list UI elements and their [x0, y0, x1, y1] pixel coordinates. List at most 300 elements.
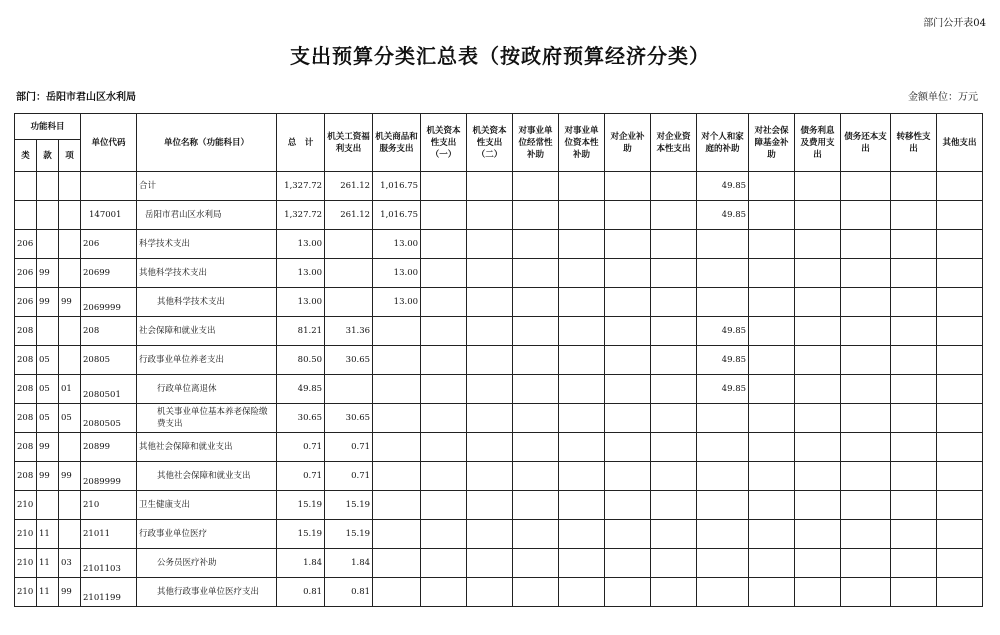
amount-cell: [559, 520, 605, 549]
amount-cell: [559, 491, 605, 520]
amount-cell: [513, 462, 559, 491]
col-header: 对事业单位经常性补助: [513, 114, 559, 172]
amount-cell: [937, 433, 983, 462]
amount-cell: [937, 288, 983, 317]
total-cell: 0.71: [277, 462, 325, 491]
amount-cell: [891, 549, 937, 578]
amount-cell: [467, 375, 513, 404]
amount-cell: [421, 404, 467, 433]
budget-table: [14, 113, 983, 607]
unit-name-cell: 行政事业单位养老支出: [137, 346, 277, 375]
amount-cell: [421, 172, 467, 201]
amount-cell: 49.85: [697, 375, 749, 404]
xiang-cell: [59, 346, 81, 375]
amount-cell: [467, 288, 513, 317]
amount-cell: [841, 172, 891, 201]
amount-cell: [559, 433, 605, 462]
amount-cell: [651, 201, 697, 230]
unit-code-cell: 20699: [81, 259, 137, 288]
amount-cell: [651, 578, 697, 607]
table-row: [15, 230, 983, 259]
kuan-cell: [37, 230, 59, 259]
amount-cell: 13.00: [373, 230, 421, 259]
xiang-cell: [59, 433, 81, 462]
amount-cell: [605, 549, 651, 578]
amount-cell: [749, 375, 795, 404]
amount-cell: [559, 404, 605, 433]
amount-cell: [513, 520, 559, 549]
amount-cell: [651, 288, 697, 317]
kuan-cell: [37, 201, 59, 230]
amount-cell: [697, 462, 749, 491]
amount-cell: [841, 317, 891, 346]
amount-cell: [891, 172, 937, 201]
amount-cell: [795, 462, 841, 491]
amount-cell: [795, 578, 841, 607]
unit-code-cell: 2080505: [81, 404, 137, 433]
lei-cell: [15, 172, 37, 201]
amount-cell: [421, 520, 467, 549]
table-row: [15, 259, 983, 288]
amount-cell: [467, 462, 513, 491]
amount-cell: [513, 288, 559, 317]
amount-cell: [421, 288, 467, 317]
amount-cell: [513, 491, 559, 520]
unit-code-cell: 21011: [81, 520, 137, 549]
unit-name-header: 单位名称（功能科目）: [137, 114, 277, 172]
amount-cell: [651, 433, 697, 462]
unit-code-cell: 20805: [81, 346, 137, 375]
lei-cell: 210: [15, 520, 37, 549]
amount-cell: [841, 201, 891, 230]
amount-cell: [513, 549, 559, 578]
amount-cell: [467, 259, 513, 288]
lei-cell: 208: [15, 346, 37, 375]
func-subject-header: 功能科目: [15, 114, 81, 140]
amount-cell: [421, 433, 467, 462]
amount-cell: [559, 288, 605, 317]
unit-code-cell: 208: [81, 317, 137, 346]
table-row: [15, 433, 983, 462]
unit-code-cell: [81, 172, 137, 201]
amount-cell: [373, 375, 421, 404]
amount-cell: [373, 549, 421, 578]
amount-cell: [467, 578, 513, 607]
unit-name-cell: 卫生健康支出: [137, 491, 277, 520]
lei-cell: [15, 201, 37, 230]
amount-cell: [373, 462, 421, 491]
col-header: 其他支出: [937, 114, 983, 172]
xiang-cell: 05: [59, 404, 81, 433]
total-cell: 0.81: [277, 578, 325, 607]
amount-cell: [605, 491, 651, 520]
kuan-cell: 05: [37, 404, 59, 433]
table-row: [15, 491, 983, 520]
amount-cell: [651, 491, 697, 520]
kuan-cell: 05: [37, 375, 59, 404]
kuan-cell: [37, 317, 59, 346]
amount-cell: [841, 259, 891, 288]
amount-cell: 0.81: [325, 578, 373, 607]
amount-cell: [841, 375, 891, 404]
kuan-header: 款: [37, 140, 59, 172]
unit-name-cell: 公务员医疗补助: [137, 549, 277, 578]
amount-cell: [513, 346, 559, 375]
total-cell: 0.71: [277, 433, 325, 462]
amount-cell: [559, 317, 605, 346]
table-row: [15, 172, 983, 201]
amount-cell: [605, 462, 651, 491]
amount-cell: [559, 201, 605, 230]
amount-cell: [559, 259, 605, 288]
amount-cell: [697, 259, 749, 288]
unit-code-cell: 2069999: [81, 288, 137, 317]
amount-cell: [697, 433, 749, 462]
xiang-cell: [59, 259, 81, 288]
amount-cell: [651, 520, 697, 549]
amount-cell: [467, 346, 513, 375]
table-row: [15, 578, 983, 607]
amount-cell: [891, 520, 937, 549]
total-header: 总 计: [277, 114, 325, 172]
lei-cell: 208: [15, 433, 37, 462]
amount-cell: [605, 172, 651, 201]
amount-cell: [605, 259, 651, 288]
amount-cell: [513, 172, 559, 201]
table-number-label: 部门公开表04: [923, 18, 986, 29]
amount-cell: [795, 259, 841, 288]
page-title: 支出预算分类汇总表（按政府预算经济分类）: [290, 44, 710, 68]
amount-cell: [421, 201, 467, 230]
total-cell: 1,327.72: [277, 172, 325, 201]
amount-cell: [467, 201, 513, 230]
amount-cell: [795, 317, 841, 346]
unit-name-cell: 其他科学技术支出: [137, 259, 277, 288]
amount-cell: [795, 288, 841, 317]
amount-cell: [325, 259, 373, 288]
unit-code-cell: 147001: [81, 201, 137, 230]
unit-code-cell: 210: [81, 491, 137, 520]
amount-cell: [697, 404, 749, 433]
amount-cell: [325, 375, 373, 404]
amount-cell: [749, 462, 795, 491]
amount-cell: [513, 201, 559, 230]
amount-cell: 49.85: [697, 346, 749, 375]
amount-cell: [559, 346, 605, 375]
amount-cell: [841, 346, 891, 375]
amount-cell: [325, 288, 373, 317]
amount-cell: [795, 172, 841, 201]
amount-cell: [749, 346, 795, 375]
amount-cell: [605, 288, 651, 317]
amount-cell: [841, 404, 891, 433]
total-cell: 81.21: [277, 317, 325, 346]
amount-cell: [937, 578, 983, 607]
amount-cell: [651, 375, 697, 404]
amount-cell: [749, 172, 795, 201]
total-cell: 13.00: [277, 288, 325, 317]
amount-cell: [749, 404, 795, 433]
kuan-cell: 99: [37, 462, 59, 491]
amount-cell: [421, 230, 467, 259]
amount-cell: [937, 375, 983, 404]
amount-cell: [605, 578, 651, 607]
amount-cell: 0.71: [325, 433, 373, 462]
amount-cell: [605, 201, 651, 230]
amount-cell: [421, 259, 467, 288]
unit-name-cell: 社会保障和就业支出: [137, 317, 277, 346]
amount-cell: [421, 317, 467, 346]
amount-cell: [841, 288, 891, 317]
amount-cell: [749, 433, 795, 462]
table-row: [15, 288, 983, 317]
amount-cell: [513, 404, 559, 433]
amount-cell: [605, 520, 651, 549]
col-header: 债务还本支出: [841, 114, 891, 172]
total-cell: 13.00: [277, 259, 325, 288]
amount-cell: [749, 317, 795, 346]
lei-cell: 206: [15, 288, 37, 317]
amount-cell: 49.85: [697, 317, 749, 346]
unit-code-cell: 2089999: [81, 462, 137, 491]
total-cell: 30.65: [277, 404, 325, 433]
unit-name-cell: 行政单位离退休: [137, 375, 277, 404]
amount-cell: [697, 491, 749, 520]
table-row: [15, 346, 983, 375]
xiang-cell: [59, 172, 81, 201]
amount-cell: [841, 520, 891, 549]
amount-cell: [795, 201, 841, 230]
total-cell: 1.84: [277, 549, 325, 578]
unit-name-cell: 机关事业单位基本养老保险缴费支出: [137, 404, 277, 433]
amount-cell: [749, 549, 795, 578]
unit-code-cell: 206: [81, 230, 137, 259]
amount-cell: [559, 462, 605, 491]
amount-cell: [891, 230, 937, 259]
amount-cell: [841, 230, 891, 259]
amount-cell: [651, 172, 697, 201]
amount-cell: [373, 317, 421, 346]
amount-cell: [559, 549, 605, 578]
xiang-cell: [59, 520, 81, 549]
amount-cell: 30.65: [325, 346, 373, 375]
amount-cell: 0.71: [325, 462, 373, 491]
amount-cell: 13.00: [373, 259, 421, 288]
table-row: [15, 462, 983, 491]
xiang-cell: 99: [59, 578, 81, 607]
xiang-cell: [59, 230, 81, 259]
xiang-cell: 99: [59, 462, 81, 491]
amount-cell: 13.00: [373, 288, 421, 317]
xiang-cell: 99: [59, 288, 81, 317]
amount-cell: [841, 433, 891, 462]
amount-cell: [937, 549, 983, 578]
amount-cell: [325, 230, 373, 259]
unit-name-cell: 其他社会保障和就业支出: [137, 462, 277, 491]
amount-cell: [937, 317, 983, 346]
amount-cell: 1.84: [325, 549, 373, 578]
col-header: 机关工资福利支出: [325, 114, 373, 172]
amount-cell: [937, 259, 983, 288]
amount-cell: [749, 230, 795, 259]
kuan-cell: 11: [37, 578, 59, 607]
unit-code-cell: 2080501: [81, 375, 137, 404]
amount-cell: 49.85: [697, 172, 749, 201]
amount-cell: [421, 549, 467, 578]
unit-code-cell: 20899: [81, 433, 137, 462]
lei-cell: 210: [15, 578, 37, 607]
amount-cell: [605, 404, 651, 433]
amount-cell: [605, 375, 651, 404]
amount-cell: [467, 549, 513, 578]
amount-cell: [795, 491, 841, 520]
xiang-cell: 01: [59, 375, 81, 404]
amount-cell: [937, 491, 983, 520]
amount-cell: [697, 520, 749, 549]
amount-cell: [559, 578, 605, 607]
amount-cell: [937, 346, 983, 375]
table-row: [15, 317, 983, 346]
amount-cell: [605, 433, 651, 462]
amount-cell: [749, 491, 795, 520]
col-header: 债务利息及费用支出: [795, 114, 841, 172]
amount-cell: [605, 346, 651, 375]
amount-cell: [421, 491, 467, 520]
amount-cell: [373, 433, 421, 462]
total-cell: 49.85: [277, 375, 325, 404]
amount-cell: [373, 578, 421, 607]
amount-cell: [559, 375, 605, 404]
lei-cell: 210: [15, 549, 37, 578]
amount-cell: [891, 317, 937, 346]
col-header: 对事业单位资本性补助: [559, 114, 605, 172]
amount-cell: [373, 491, 421, 520]
amount-cell: [421, 346, 467, 375]
amount-cell: [605, 317, 651, 346]
unit-code-cell: 2101199: [81, 578, 137, 607]
kuan-cell: 99: [37, 259, 59, 288]
amount-cell: [937, 520, 983, 549]
amount-cell: [795, 230, 841, 259]
table-row: [15, 404, 983, 433]
amount-cell: [749, 520, 795, 549]
amount-cell: [749, 578, 795, 607]
total-cell: 80.50: [277, 346, 325, 375]
amount-cell: [795, 375, 841, 404]
col-header: 机关资本性支出（一）: [421, 114, 467, 172]
kuan-cell: 99: [37, 288, 59, 317]
amount-cell: [891, 201, 937, 230]
amount-cell: [467, 230, 513, 259]
amount-cell: [841, 462, 891, 491]
amount-cell: [651, 549, 697, 578]
amount-cell: [841, 578, 891, 607]
amount-cell: [421, 578, 467, 607]
amount-cell: 15.19: [325, 491, 373, 520]
table-row: [15, 375, 983, 404]
amount-cell: 30.65: [325, 404, 373, 433]
amount-cell: [891, 259, 937, 288]
total-cell: 15.19: [277, 491, 325, 520]
col-header: 对企业资本性支出: [651, 114, 697, 172]
total-cell: 13.00: [277, 230, 325, 259]
amount-cell: 31.36: [325, 317, 373, 346]
amount-cell: [795, 433, 841, 462]
amount-cell: [891, 404, 937, 433]
amount-cell: [513, 578, 559, 607]
lei-header: 类: [15, 140, 37, 172]
col-header: 对企业补助: [605, 114, 651, 172]
amount-cell: [467, 433, 513, 462]
amount-cell: [891, 578, 937, 607]
amount-cell: [513, 259, 559, 288]
amount-cell: [651, 462, 697, 491]
amount-cell: [795, 520, 841, 549]
amount-cell: [651, 404, 697, 433]
amount-cell: [467, 172, 513, 201]
amount-cell: [513, 317, 559, 346]
xiang-cell: [59, 491, 81, 520]
amount-cell: [421, 375, 467, 404]
kuan-cell: 05: [37, 346, 59, 375]
lei-cell: 206: [15, 259, 37, 288]
unit-name-cell: 岳阳市君山区水利局: [137, 201, 277, 230]
lei-cell: 208: [15, 375, 37, 404]
amount-cell: [467, 404, 513, 433]
unit-name-cell: 科学技术支出: [137, 230, 277, 259]
unit-name-cell: 其他社会保障和就业支出: [137, 433, 277, 462]
amount-cell: [513, 375, 559, 404]
amount-cell: [891, 462, 937, 491]
amount-cell: [937, 201, 983, 230]
lei-cell: 208: [15, 317, 37, 346]
col-header: 转移性支出: [891, 114, 937, 172]
amount-cell: [891, 288, 937, 317]
unit-name-cell: 其他行政事业单位医疗支出: [137, 578, 277, 607]
lei-cell: 208: [15, 462, 37, 491]
kuan-cell: 99: [37, 433, 59, 462]
amount-cell: 261.12: [325, 201, 373, 230]
col-header: 机关商品和服务支出: [373, 114, 421, 172]
department-label: 部门：岳阳市君山区水利局: [16, 92, 136, 103]
amount-cell: [841, 549, 891, 578]
amount-cell: [373, 404, 421, 433]
kuan-cell: 11: [37, 549, 59, 578]
amount-cell: [651, 230, 697, 259]
amount-cell: [467, 491, 513, 520]
amount-cell: [559, 172, 605, 201]
unit-code-header: 单位代码: [81, 114, 137, 172]
amount-cell: [651, 259, 697, 288]
col-header: 对社会保障基金补助: [749, 114, 795, 172]
amount-cell: [697, 230, 749, 259]
amount-cell: 49.85: [697, 201, 749, 230]
amount-cell: [605, 230, 651, 259]
amount-cell: [841, 491, 891, 520]
amount-cell: [373, 520, 421, 549]
kuan-cell: [37, 491, 59, 520]
amount-cell: [697, 288, 749, 317]
amount-cell: [891, 491, 937, 520]
lei-cell: 210: [15, 491, 37, 520]
kuan-cell: [37, 172, 59, 201]
amount-cell: [891, 346, 937, 375]
amount-cell: 1,016.75: [373, 172, 421, 201]
amount-cell: [937, 462, 983, 491]
total-cell: 1,327.72: [277, 201, 325, 230]
xiang-cell: [59, 201, 81, 230]
amount-cell: 1,016.75: [373, 201, 421, 230]
